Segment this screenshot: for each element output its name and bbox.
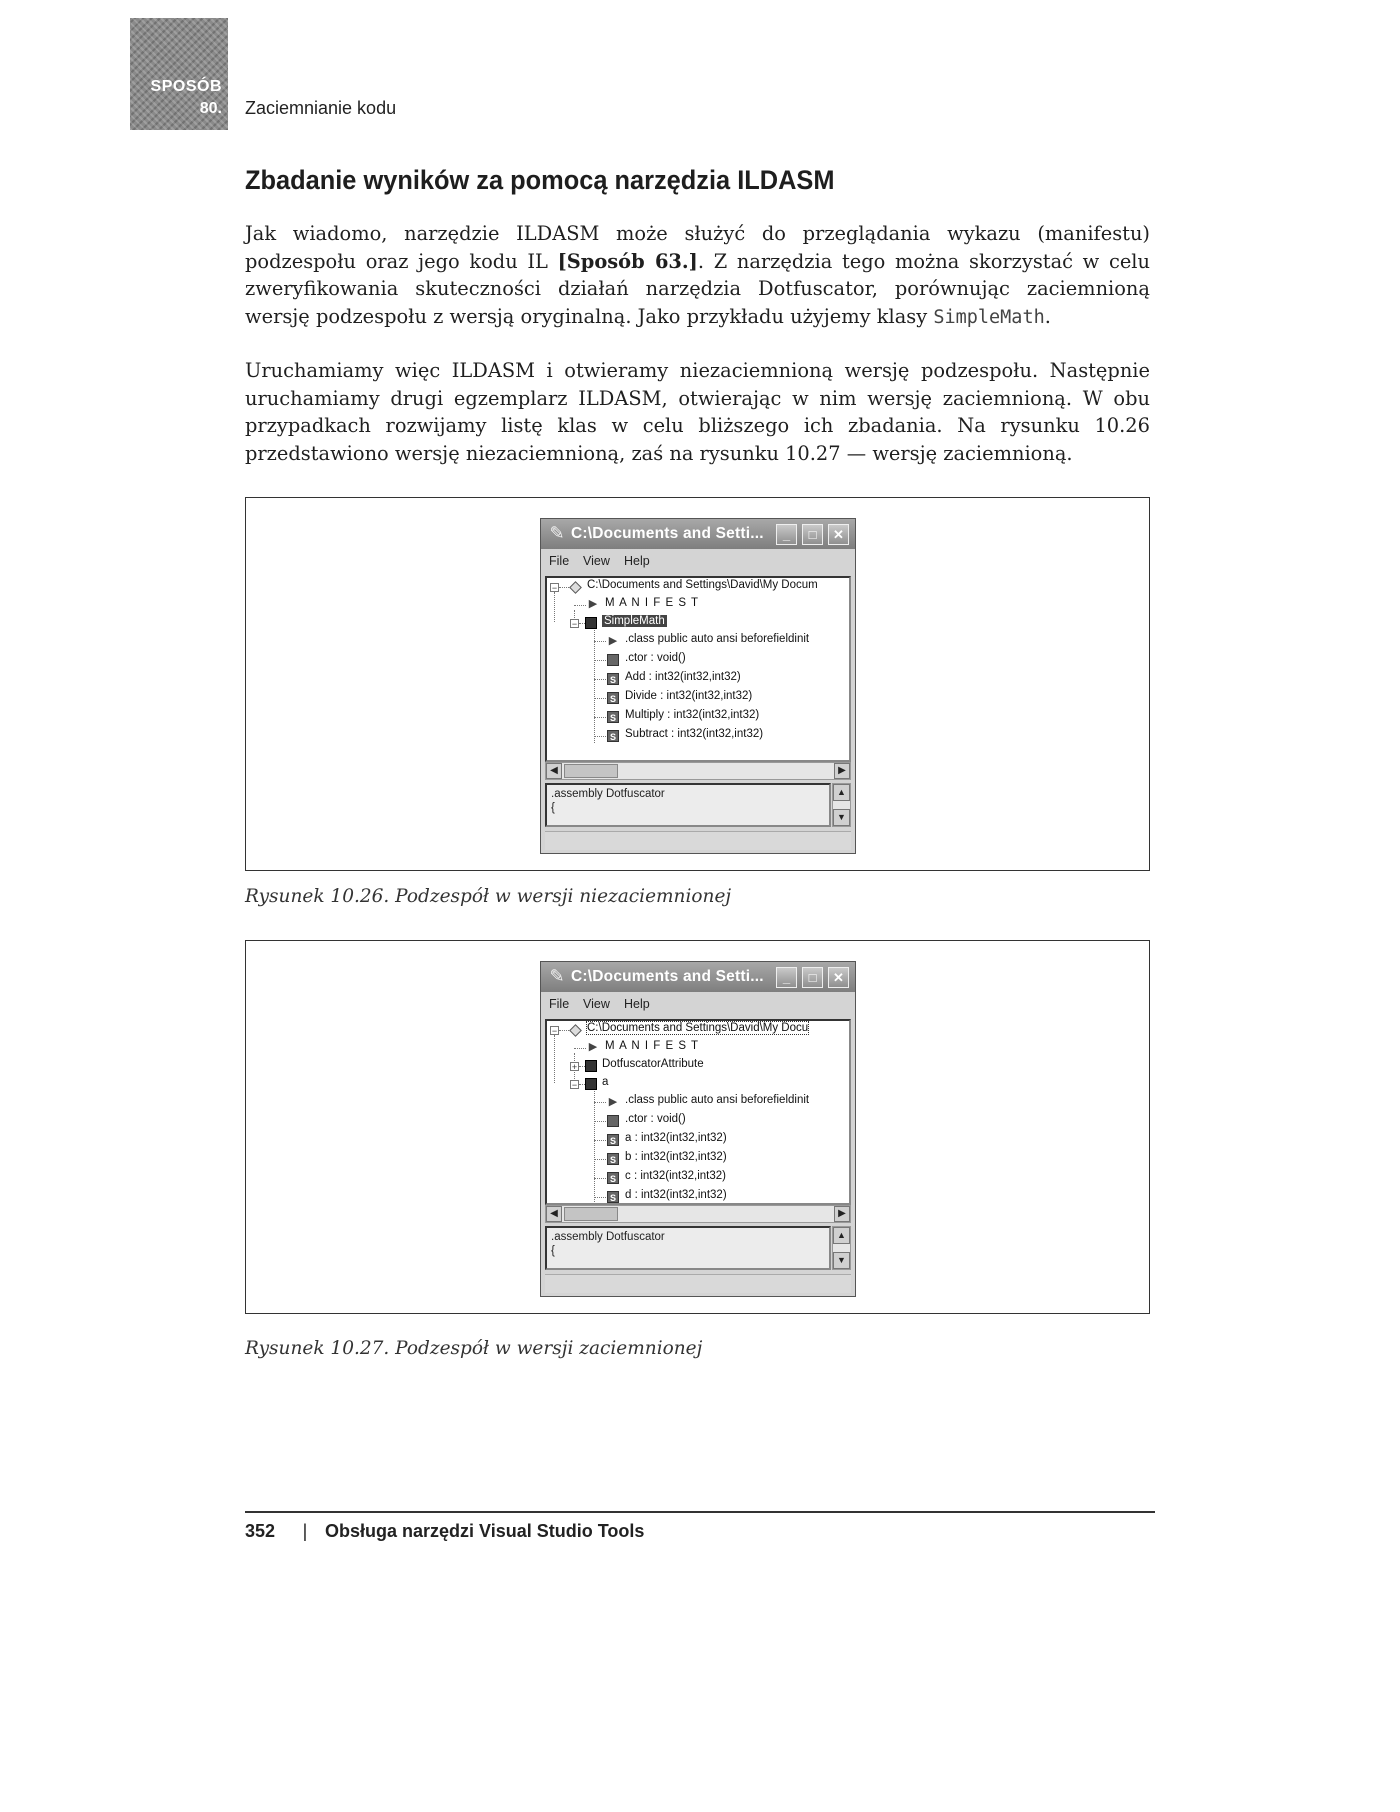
class-name-code: SimpleMath bbox=[933, 306, 1045, 328]
horizontal-scrollbar[interactable] bbox=[545, 1205, 851, 1223]
tree-method[interactable]: Multiply : int32(int32,int32) bbox=[625, 709, 760, 721]
scroll-up-icon[interactable]: ▲ bbox=[833, 1227, 850, 1244]
close-icon[interactable]: ✕ bbox=[828, 524, 849, 545]
static-method-icon: S bbox=[607, 692, 619, 704]
vertical-scrollbar[interactable] bbox=[832, 783, 851, 827]
maximize-icon[interactable]: □ bbox=[802, 524, 823, 545]
scroll-thumb[interactable] bbox=[564, 764, 618, 778]
output-line: { bbox=[551, 1245, 555, 1257]
tree-method[interactable]: d : int32(int32,int32) bbox=[625, 1189, 727, 1201]
tree-class-a[interactable]: a bbox=[602, 1076, 609, 1088]
class-icon bbox=[585, 1078, 597, 1090]
class-tree-view[interactable] bbox=[545, 1019, 851, 1205]
scroll-thumb[interactable] bbox=[564, 1207, 618, 1221]
class-tree-view[interactable] bbox=[545, 576, 851, 762]
collapse-icon[interactable]: − bbox=[571, 1080, 578, 1090]
ildasm-window-original bbox=[540, 518, 856, 854]
scroll-down-icon[interactable]: ▼ bbox=[833, 809, 850, 826]
badge-number: 80. bbox=[199, 100, 222, 117]
running-head: Zaciemnianie kodu bbox=[245, 98, 397, 118]
title-bar bbox=[541, 962, 855, 992]
tree-ctor[interactable]: .ctor : void() bbox=[625, 1113, 686, 1125]
static-method-icon: S bbox=[607, 1191, 619, 1203]
static-method-icon: S bbox=[607, 1153, 619, 1165]
scroll-left-icon[interactable]: ◀ bbox=[546, 763, 562, 779]
badge-word: SPOSÓB bbox=[150, 78, 222, 95]
output-line: { bbox=[551, 802, 555, 814]
footer-rule bbox=[245, 1511, 1155, 1513]
scroll-down-icon[interactable]: ▼ bbox=[833, 1252, 850, 1269]
tree-class-header[interactable]: .class public auto ansi beforefieldinit bbox=[625, 1094, 810, 1106]
tree-class-header[interactable]: .class public auto ansi beforefieldinit bbox=[625, 633, 810, 645]
menu-view[interactable]: View bbox=[583, 997, 610, 1011]
manifest-icon: ▶ bbox=[588, 598, 598, 610]
menu-help[interactable]: Help bbox=[624, 997, 650, 1011]
menu-help[interactable]: Help bbox=[624, 554, 650, 568]
class-icon bbox=[585, 1060, 597, 1072]
tree-ctor[interactable]: .ctor : void() bbox=[625, 652, 686, 664]
tree-method[interactable]: Add : int32(int32,int32) bbox=[625, 671, 741, 683]
minimize-icon[interactable]: _ bbox=[776, 524, 797, 545]
collapse-icon[interactable]: − bbox=[551, 1026, 558, 1036]
collapse-icon[interactable]: − bbox=[571, 619, 578, 629]
footer-separator: | bbox=[302, 1521, 308, 1541]
footer-title: Obsługa narzędzi Visual Studio Tools bbox=[325, 1521, 645, 1541]
page-footer bbox=[245, 1521, 644, 1542]
class-icon bbox=[585, 617, 597, 629]
figure-caption-10-26: Rysunek 10.26. Podzespół w wersji niezaciemnionej bbox=[245, 886, 732, 907]
menu-view[interactable]: View bbox=[583, 554, 610, 568]
assembly-icon bbox=[569, 1024, 582, 1037]
status-bar bbox=[545, 1274, 851, 1293]
tree-root-path[interactable]: C:\Documents and Settings\David\My Docum bbox=[587, 579, 818, 591]
tree-manifest[interactable]: M A N I F E S T bbox=[605, 597, 700, 609]
scroll-right-icon[interactable]: ▶ bbox=[834, 763, 850, 779]
section-title: Zbadanie wyników za pomocą narzędzia ILDASM bbox=[245, 165, 835, 195]
para1-text-1: Jak wiadomo, narzędzie ILDASM może służyć do przeglądania wykazu (manifestu) podzespołu oraz jego kodu IL bbox=[245, 222, 1150, 273]
scroll-up-icon[interactable]: ▲ bbox=[833, 784, 850, 801]
manifest-icon: ▶ bbox=[588, 1041, 598, 1053]
class-header-icon: ▶ bbox=[608, 1096, 618, 1108]
ildasm-app-icon: ✎ bbox=[549, 966, 565, 986]
tree-class-attribute[interactable]: DotfuscatorAttribute bbox=[602, 1058, 704, 1070]
menu-bar bbox=[541, 551, 855, 573]
paragraph-2: Uruchamiamy więc ILDASM i otwieramy niezaciemnioną wersję podzespołu. Następnie uruchamiamy drugi egzemplarz ILDASM, otwierając w nim wersję zaciemnioną. W obu przypadkach rozwijamy listę klas w celu bliższego ich zbadania. Na rysunku 10.26 przedstawiono wersję niezaciemnioną, zaś na rysunku 10.27 — wersję zaciemnioną. bbox=[245, 359, 1150, 465]
para1-text-2: . Z narzędzia tego można skorzystać w celu zweryfikowania skuteczności działań narzędzia Dotfuscator, porównując zaciemnioną wersję podzespołu z wersją oryginalną. Jako przykładu użyjemy klasy bbox=[245, 249, 1150, 328]
tree-manifest[interactable]: M A N I F E S T bbox=[605, 1040, 700, 1052]
chapter-badge bbox=[130, 18, 228, 130]
tree-method[interactable]: a : int32(int32,int32) bbox=[625, 1132, 727, 1144]
tree-method[interactable]: c : int32(int32,int32) bbox=[625, 1170, 727, 1182]
method-icon bbox=[607, 654, 619, 666]
title-bar bbox=[541, 519, 855, 549]
ildasm-window-obfuscated bbox=[540, 961, 856, 1297]
output-line: .assembly Dotfuscator bbox=[551, 1231, 665, 1243]
static-method-icon: S bbox=[607, 711, 619, 723]
para1-text-3: . bbox=[1044, 304, 1051, 328]
close-icon[interactable]: ✕ bbox=[828, 967, 849, 988]
tree-method[interactable]: Divide : int32(int32,int32) bbox=[625, 690, 753, 702]
il-output-pane[interactable] bbox=[545, 1226, 831, 1270]
tree-method[interactable]: b : int32(int32,int32) bbox=[625, 1151, 727, 1163]
static-method-icon: S bbox=[607, 730, 619, 742]
static-method-icon: S bbox=[607, 1172, 619, 1184]
output-line: .assembly Dotfuscator bbox=[551, 788, 665, 800]
tree-class-simplemath[interactable]: SimpleMath bbox=[604, 615, 665, 627]
scroll-right-icon[interactable]: ▶ bbox=[834, 1206, 850, 1222]
scroll-left-icon[interactable]: ◀ bbox=[546, 1206, 562, 1222]
vertical-scrollbar[interactable] bbox=[832, 1226, 851, 1270]
collapse-icon[interactable]: − bbox=[551, 583, 558, 593]
window-title: C:\Documents and Setti... bbox=[571, 525, 764, 542]
tree-root-path[interactable]: C:\Documents and Settings\David\My Docu bbox=[587, 1022, 809, 1034]
method-icon bbox=[607, 1115, 619, 1127]
static-method-icon: S bbox=[607, 1134, 619, 1146]
il-output-pane[interactable] bbox=[545, 783, 831, 827]
menu-file[interactable]: File bbox=[549, 997, 570, 1011]
figure-caption-10-27: Rysunek 10.27. Podzespół w wersji zaciemnionej bbox=[245, 1338, 703, 1359]
window-title: C:\Documents and Setti... bbox=[571, 968, 764, 985]
paragraph-1 bbox=[245, 220, 1150, 331]
minimize-icon[interactable]: _ bbox=[776, 967, 797, 988]
menu-file[interactable]: File bbox=[549, 554, 570, 568]
horizontal-scrollbar[interactable] bbox=[545, 762, 851, 780]
tree-method[interactable]: Subtract : int32(int32,int32) bbox=[625, 728, 764, 740]
expand-icon[interactable]: + bbox=[571, 1062, 578, 1072]
class-header-icon: ▶ bbox=[608, 635, 618, 647]
static-method-icon: S bbox=[607, 673, 619, 685]
page-number: 352 bbox=[245, 1521, 276, 1541]
cross-reference: [Sposób 63.] bbox=[557, 249, 698, 273]
ildasm-app-icon: ✎ bbox=[549, 523, 565, 543]
figure-10-26-frame bbox=[245, 497, 1150, 871]
assembly-icon bbox=[569, 581, 582, 594]
figure-10-27-frame bbox=[245, 940, 1150, 1314]
status-bar bbox=[545, 831, 851, 850]
maximize-icon[interactable]: □ bbox=[802, 967, 823, 988]
menu-bar bbox=[541, 994, 855, 1016]
